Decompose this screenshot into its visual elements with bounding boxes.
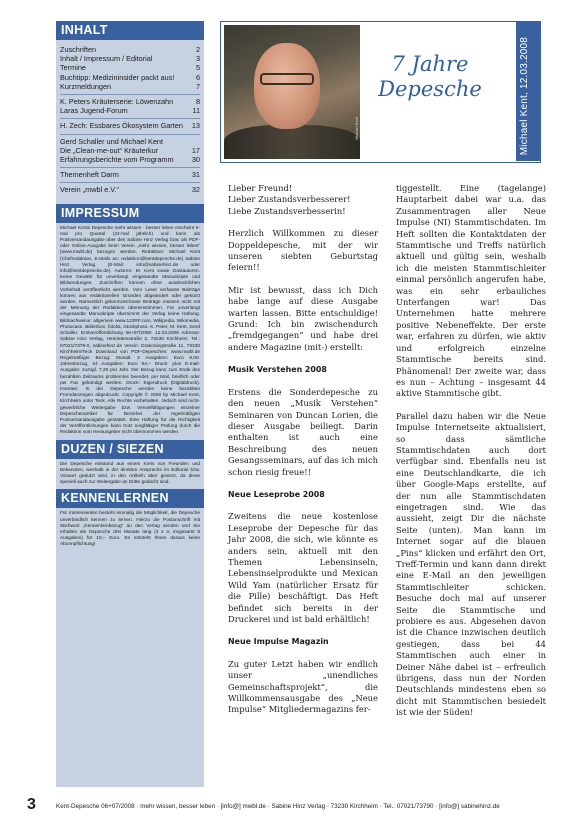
toc-item-page: 3: [195, 54, 200, 64]
toc-group: [60, 95, 200, 119]
toc-item[interactable]: [60, 73, 200, 82]
toc-item-title: H. Zech: Essbares Ökosystem Garten: [60, 121, 183, 131]
toc-item[interactable]: [60, 146, 200, 155]
kennenlernen-text: Für Interessenten besteht einmalig die Möglichkeit, die Depesche unverbindlich kennen zu lernen. Hierzu die Postanschrift mit Stichwort „Kennenlernbezug“ an den Verlag senden und Sie erhalten die Depesche drei Monate lang (3 x 3, insgesamt 9 Ausgaben) für 10,– Euro. Es entsteht Ihnen daraus keine Abonnpflichtung!: [60, 511, 200, 548]
duzen-heading: DUZEN / SIEZEN: [56, 440, 204, 459]
toc-group: [60, 119, 200, 134]
toc-item-page: 7: [195, 81, 200, 91]
toc-item[interactable]: [60, 170, 200, 179]
toc-group: [60, 168, 200, 183]
paragraph: Zu guter Letzt haben wir endlich unser „unendliches Gemeinschaftsprojekt“, die Willkommensausgabe des „Neue Impulse“ Mitgliedermagazins fer-: [228, 658, 378, 715]
toc-item-title: Termine: [60, 63, 86, 73]
paragraph: Mir ist bewusst, dass ich Dich habe lange auf diese Ausgabe warten lassen. Bitte entschuldige! Grund: Ich bin zwischendurch „fremdgegangen“ und habe drei andere Magazine (mit-) erstellt:: [228, 284, 378, 352]
toc-item[interactable]: [60, 97, 200, 106]
paragraph: tiggestellt. Eine (tagelange) Hauptarbeit dabei war u.a. das Zusammentragen aller Neue Impulse (NI) Stammtischdaten. Im Heft sollten die Kontaktdaten der Stammtische und Treffs natürlich aktuell und gültig sein, weshalb ich die meisten Stammtischleiter einmal persönlich angerufen habe, was ein sehr erbauliches Unterfangen war! Das Unternehmen hatte mehrere positive Nebeneffekte. Der erste war, erfahren zu dürfen, wie aktiv und erfolgreich einzelne Stammtische bereits sind. Phänomenal! Der zweite war, dass es nun – Achtung – insgesamt 44 aktive Stammtische gibt.: [396, 183, 546, 399]
anniversary-line2: Depesche: [378, 77, 482, 101]
article-column-2: [396, 183, 546, 730]
toc-group: [60, 43, 200, 95]
toc-item-page: 2: [195, 45, 200, 54]
footer-text: Kent-Depesche 06+07/2008 · mehr wissen, besser leben · [info@] mwbl.de · Sabine Hinz Verlag · 73230 Kirchheim · Tel.: 07021/73790 · [info@] sabinehinz.de: [56, 803, 500, 810]
toc-item[interactable]: [60, 137, 200, 146]
anniversary-title: [369, 52, 491, 102]
paragraph: Lieber Freund! Lieber Zustandsverbesserer! Liebe Zustandsverbesserin!: [228, 183, 351, 216]
toc-item[interactable]: [60, 82, 200, 91]
page-number: 3: [27, 796, 36, 813]
toc-item[interactable]: [60, 121, 200, 130]
impressum-text: Michael Kents Depesche mehr wissen · besser leben erscheint 6-mal pro Quartal (24-mal jährlich) und kann als Postversandausgabe über den Sabine Hinz Verlag bzw. als PDF- oder Online-Ausgabe beim Verein „mehr wissen, besser leben“ (www.mwbl.de) bezogen werden. Redaktion: Michael Kent (Chefredaktion, E-Mails an: redaktion@kentdepesche.de) Sabine Hinz Verlag (E-Mail: info@sabinehinz.de oder info@kentdepesche.de). Autoren: M. Kent sowie Gastautoren. Keine Gewähr für unverlangt eingesandte Manuskripte und Bildsendungen. Zuschriften können ohne ausdrücklichen Vorbehalt veröffentlicht werden. Vom Leser verfasste Beiträge können aus redaktionellen Gründen abgeändert oder gekürzt werden. Namentlich gekennzeichnete Beiträge müssen nicht mit der Meinung der Redaktion übereinstimmen. Für unverlangt eingesandte Manuskripte übernimmt der Verlag keine Haftung. Bildnachweise: allgemein www.123RF.com, Wikipedia, Wikimedia, Photocase, Bilderbox, fotolia, istockphoto. K. Peter, M. Kent, Gerd Schaller. Erstveröffentlichung 06+07/2008: 12.03.2008 Adresse: Sabine Hinz Verlag, Henriettenstraße 2, 73230 Kirchheim. Tel.: 07021/7379-0, sabinehinz.de Verein: Drakoningstraße 11, 73230 Kirchheim/Teck Download von PDF-Depeschen: www.mwbl.de Regelmäßiger Bezug: Monatl. 2 Ausgaben: Euro 9,00. Jahresbezug, 24 Ausgaben: Euro 94,– Druck- plus E-mail-Ausgabe: zuzügl. 7,20 pro Jahr. Der Bezug kann zum Ende des bezahlten Zeitraums problemlos beendet, per Mail, brieflich oder per Fax gekündigt werden. Druck: Eigendruck (Digitaldruck). Inserate: In der Depesche werden keine bezahlten Fremdanzeigen abgedruckt. Copyright © 2008 by Michael Kent, Kirchheim unter Teck. Alle Rechte vorbehalten. Jedoch sind nicht-gewerbliche Weitergabe bzw. Vervielfältigungen einzelner Depeschenartikel für Bezieher der regelmäßigen Postversandausgabe gestattet. Eine Haftung für die Richtigkeit der Veröffentlichungen kann trotz sorgfältiger Prüfung durch die Redaktion vom Herausgeber nicht übernommen werden.: [60, 225, 200, 436]
toc-group: [60, 135, 200, 169]
paragraph: Parallel dazu haben wir die Neue Impulse Internetseite aktualisiert, so dass sämtliche Stammtischdaten auch dort verfügbar sind. Ebenfalls neu ist eine Deutschlandkarte, die ich über Google-Maps erstellte, auf der nun alle Stammtischdaten eingetragen sind. Wie das aussieht, zeigt Dir die nächste Seite (unten). Man kann im Internet sogar auf die blauen „Pins“ klicken und erfährt den Ort, Treff-Termin und kann dann direkt eine E-Mail an den jeweiligen Stammtischleiter schicken. Besuche doch mal auf unserer Seite die Stammtische und probiere es aus. Abgesehen davon ist die Chance inzwischen deutlich gestiegen, dass bei 44 Stammtischen auch einer in Deiner Nähe dabei ist – erfreulich übrigens, dass nun der Norden Deutschlands mindestens eben so dicht mit Stammtischen besiedelt ist wie der Süden!: [396, 410, 546, 718]
author-photo: [224, 25, 360, 159]
toc-item-title: K. Peters Kräuterserie: Löwenzahn: [60, 97, 174, 107]
anniversary-line1: 7 Jahre: [391, 52, 469, 76]
toc-item-title: Themenheft Darm: [60, 170, 119, 180]
toc-item-title: Laras Jugend-Forum: [60, 106, 128, 116]
toc-item-page: 13: [191, 121, 200, 131]
toc-item-title: Erfahrungsberichte vom Programm: [60, 155, 174, 165]
toc-item-title: Inhalt / Impressum / Editorial: [60, 54, 153, 64]
paragraph: Zweitens die neue kostenlose Leseprobe der Depesche für das Jahr 2008, die sich, wie könnte es anders sein, aktuell mit den Themen Lebensinseln, Lebensinselprodukte und Mexican Wild Yam (natürlicher Ersatz für die Pille) beschäftigt. Das Heft befindet sich bereits in der Druckerei und ist bald erhältlich!: [228, 511, 378, 624]
toc-item-page: 17: [191, 145, 200, 155]
inhalt-heading: INHALT: [56, 21, 204, 40]
toc-item-page: 6: [195, 72, 200, 82]
toc-item-title: Verein „mwbl e.V.“: [60, 185, 119, 195]
byline-bar: [516, 22, 540, 161]
toc-item-title: Gerd Schaller und Michael Kent: [60, 136, 164, 146]
toc-item[interactable]: [60, 155, 200, 164]
article-column-1: [228, 183, 378, 727]
toc-item[interactable]: [60, 45, 200, 54]
toc-item-title: Buchtipp: Medizininsider packt aus!: [60, 72, 175, 82]
toc-item-page: 11: [192, 106, 200, 116]
toc-item[interactable]: [60, 185, 200, 194]
toc-item[interactable]: [60, 106, 200, 115]
sidebar: [56, 21, 204, 787]
toc-item[interactable]: [60, 63, 200, 72]
byline: Michael Kent, 12.03.2008: [519, 36, 530, 155]
paragraph: Herzlich Willkommen zu dieser Doppeldepesche, mit der wir unseren siebten Geburtstag feiern!!: [228, 228, 378, 273]
toc-group: [60, 183, 200, 197]
toc-item-title: Kurzmeldungen: [60, 81, 112, 91]
section-heading: Neue Leseprobe 2008: [228, 489, 325, 499]
toc-item-title: Zuschriften: [60, 45, 97, 54]
toc-item-page: 32: [191, 185, 200, 195]
section-heading: Neue Impulse Magazin: [228, 637, 329, 647]
photo-credit: Michael Kent: [354, 117, 359, 141]
toc-item-page: 5: [195, 63, 200, 73]
toc-item-page: 31: [191, 170, 200, 180]
duzen-text: Die Depesche entstand aus einem Kreis von Freunden und Bekannten, weshalb in der direkten Ansprache im Editorial bzw. Vorwort gedutzt wird, in den Artikeln aber gesiezt, da diese speziell auch zur Weitergabe an Dritte gedacht sind.: [60, 461, 200, 486]
toc-item-page: 30: [191, 155, 200, 165]
section-heading: Musik Verstehen 2008: [228, 365, 327, 375]
editorial-header: [220, 21, 541, 163]
kennenlernen-heading: KENNENLERNEN: [56, 489, 204, 508]
impressum-heading: IMPRESSUM: [56, 204, 204, 223]
table-of-contents: [56, 40, 204, 198]
toc-item[interactable]: [60, 54, 200, 63]
paragraph: Erstens die Sonderdepesche zu den neuen „Musik Verstehen“ Seminaren von Duncan Lorien, die dieser Ausgabe beiliegt. Darin enthalten ist auch eine Beschreibung des neuen Gesangsseminars, auf das ich mich schon riesig freue!!: [228, 386, 378, 477]
toc-item-page: 8: [195, 97, 200, 107]
toc-item-title: Die „Clean-me-out“ Kräuterkur: [60, 145, 159, 155]
